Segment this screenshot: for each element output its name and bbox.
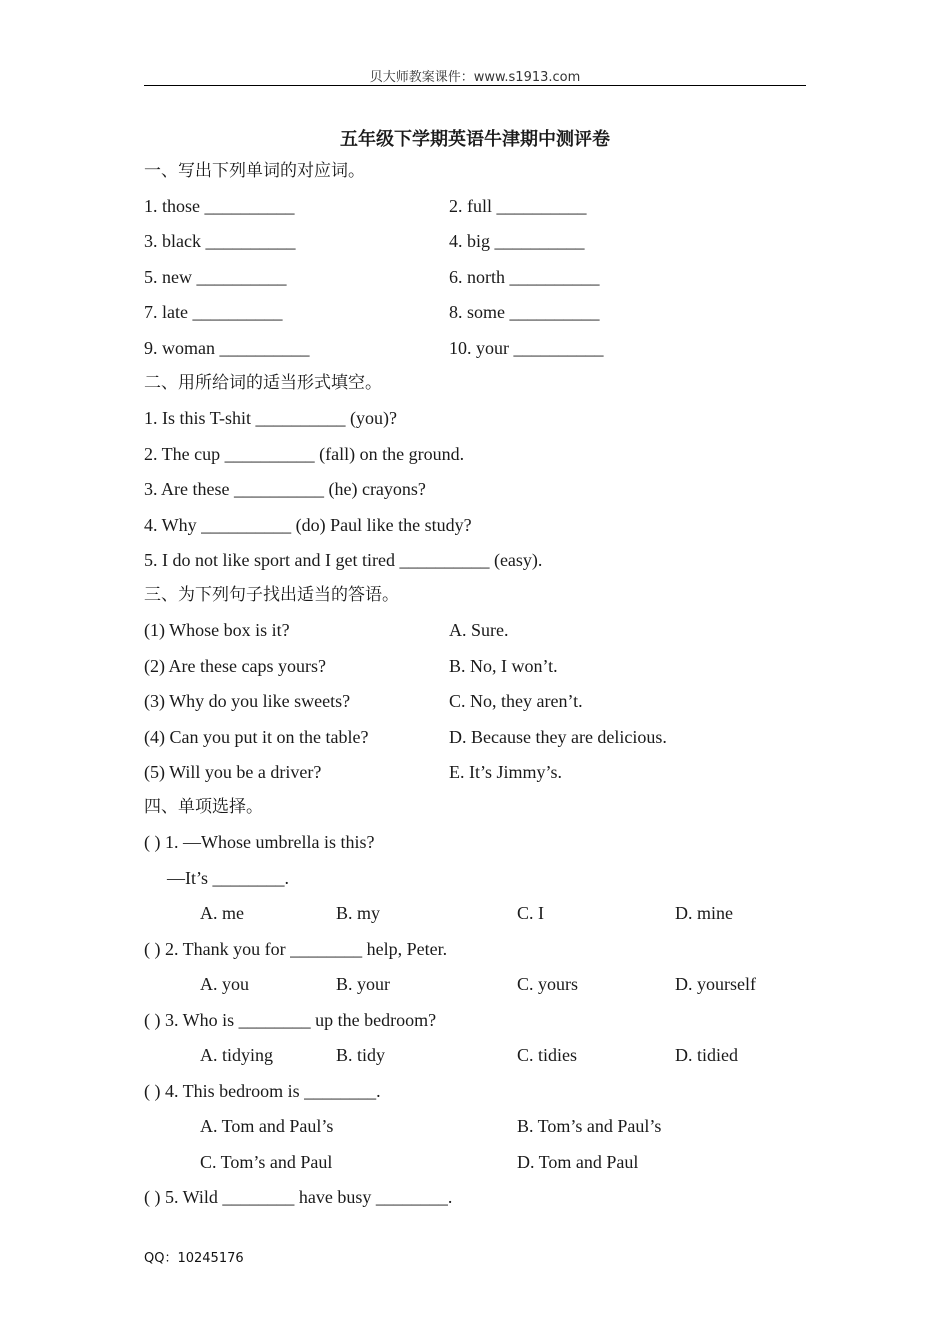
section3-answer: C. No, they aren’t.	[449, 691, 583, 711]
section3-question: (1) Whose box is it?	[144, 620, 290, 640]
q2-option: C. yours	[517, 974, 579, 994]
section2-item: 1. Is this T-shit __________ (you)?	[144, 408, 398, 428]
q4-option: C. Tom’s and Paul	[200, 1152, 333, 1172]
section1-item: 8. some __________	[449, 302, 600, 322]
section4-heading: 四、单项选择。	[144, 797, 263, 817]
section1-item: 5. new __________	[144, 267, 287, 287]
section2-item: 5. I do not like sport and I get tired __________ (easy).	[144, 550, 543, 570]
section3-question: (3) Why do you like sweets?	[144, 691, 351, 711]
q4-option: A. Tom and Paul’s	[200, 1116, 334, 1136]
q5-stem: ( ) 5. Wild ________ have busy ________.	[144, 1187, 453, 1207]
q2-option: D. yourself	[675, 974, 756, 994]
page-title: 五年级下学期英语牛津期中测评卷	[340, 129, 610, 150]
section1-item: 7. late __________	[144, 302, 283, 322]
q3-stem: ( ) 3. Who is ________ up the bedroom?	[144, 1010, 437, 1030]
q1-stem-reply: —It’s ________.	[167, 868, 290, 888]
page-footer: QQ：10245176	[144, 1251, 244, 1266]
section1-item: 2. full __________	[449, 196, 587, 216]
q4-option: B. Tom’s and Paul’s	[517, 1116, 662, 1136]
q3-option: B. tidy	[336, 1045, 386, 1065]
header-divider	[144, 85, 806, 86]
q3-option: A. tidying	[200, 1045, 274, 1065]
section2-item: 4. Why __________ (do) Paul like the study?	[144, 515, 472, 535]
section3-question: (2) Are these caps yours?	[144, 656, 326, 676]
section1-heading: 一、写出下列单词的对应词。	[144, 161, 365, 181]
q3-option: D. tidied	[675, 1045, 738, 1065]
section3-question: (5) Will you be a driver?	[144, 762, 322, 782]
section3-answer: D. Because they are delicious.	[449, 727, 667, 747]
section1-item: 3. black __________	[144, 231, 296, 251]
q1-stem: ( ) 1. —Whose umbrella is this?	[144, 832, 375, 852]
q4-stem: ( ) 4. This bedroom is ________.	[144, 1081, 381, 1101]
section2-item: 3. Are these __________ (he) crayons?	[144, 479, 426, 499]
q4-option: D. Tom and Paul	[517, 1152, 639, 1172]
section2-heading: 二、用所给词的适当形式填空。	[144, 373, 382, 393]
section3-answer: A. Sure.	[449, 620, 509, 640]
q2-option: A. you	[200, 974, 249, 994]
section1-item: 4. big __________	[449, 231, 585, 251]
page-header: 贝大师教案课件：www.s1913.com	[369, 70, 581, 85]
q1-option: D. mine	[675, 903, 733, 923]
section1-item: 6. north __________	[449, 267, 600, 287]
section1-item: 1. those __________	[144, 196, 295, 216]
section3-answer: E. It’s Jimmy’s.	[449, 762, 563, 782]
section3-question: (4) Can you put it on the table?	[144, 727, 369, 747]
section1-item: 10. your __________	[449, 338, 604, 358]
section1-item: 9. woman __________	[144, 338, 310, 358]
section3-answer: B. No, I won’t.	[449, 656, 558, 676]
q1-option: A. me	[200, 903, 244, 923]
q2-option: B. your	[336, 974, 390, 994]
q2-stem: ( ) 2. Thank you for ________ help, Peter.	[144, 939, 448, 959]
q1-option: C. I	[517, 903, 544, 923]
section3-heading: 三、为下列句子找出适当的答语。	[144, 585, 399, 605]
q3-option: C. tidies	[517, 1045, 578, 1065]
section2-item: 2. The cup __________ (fall) on the ground.	[144, 444, 465, 464]
q1-option: B. my	[336, 903, 381, 923]
